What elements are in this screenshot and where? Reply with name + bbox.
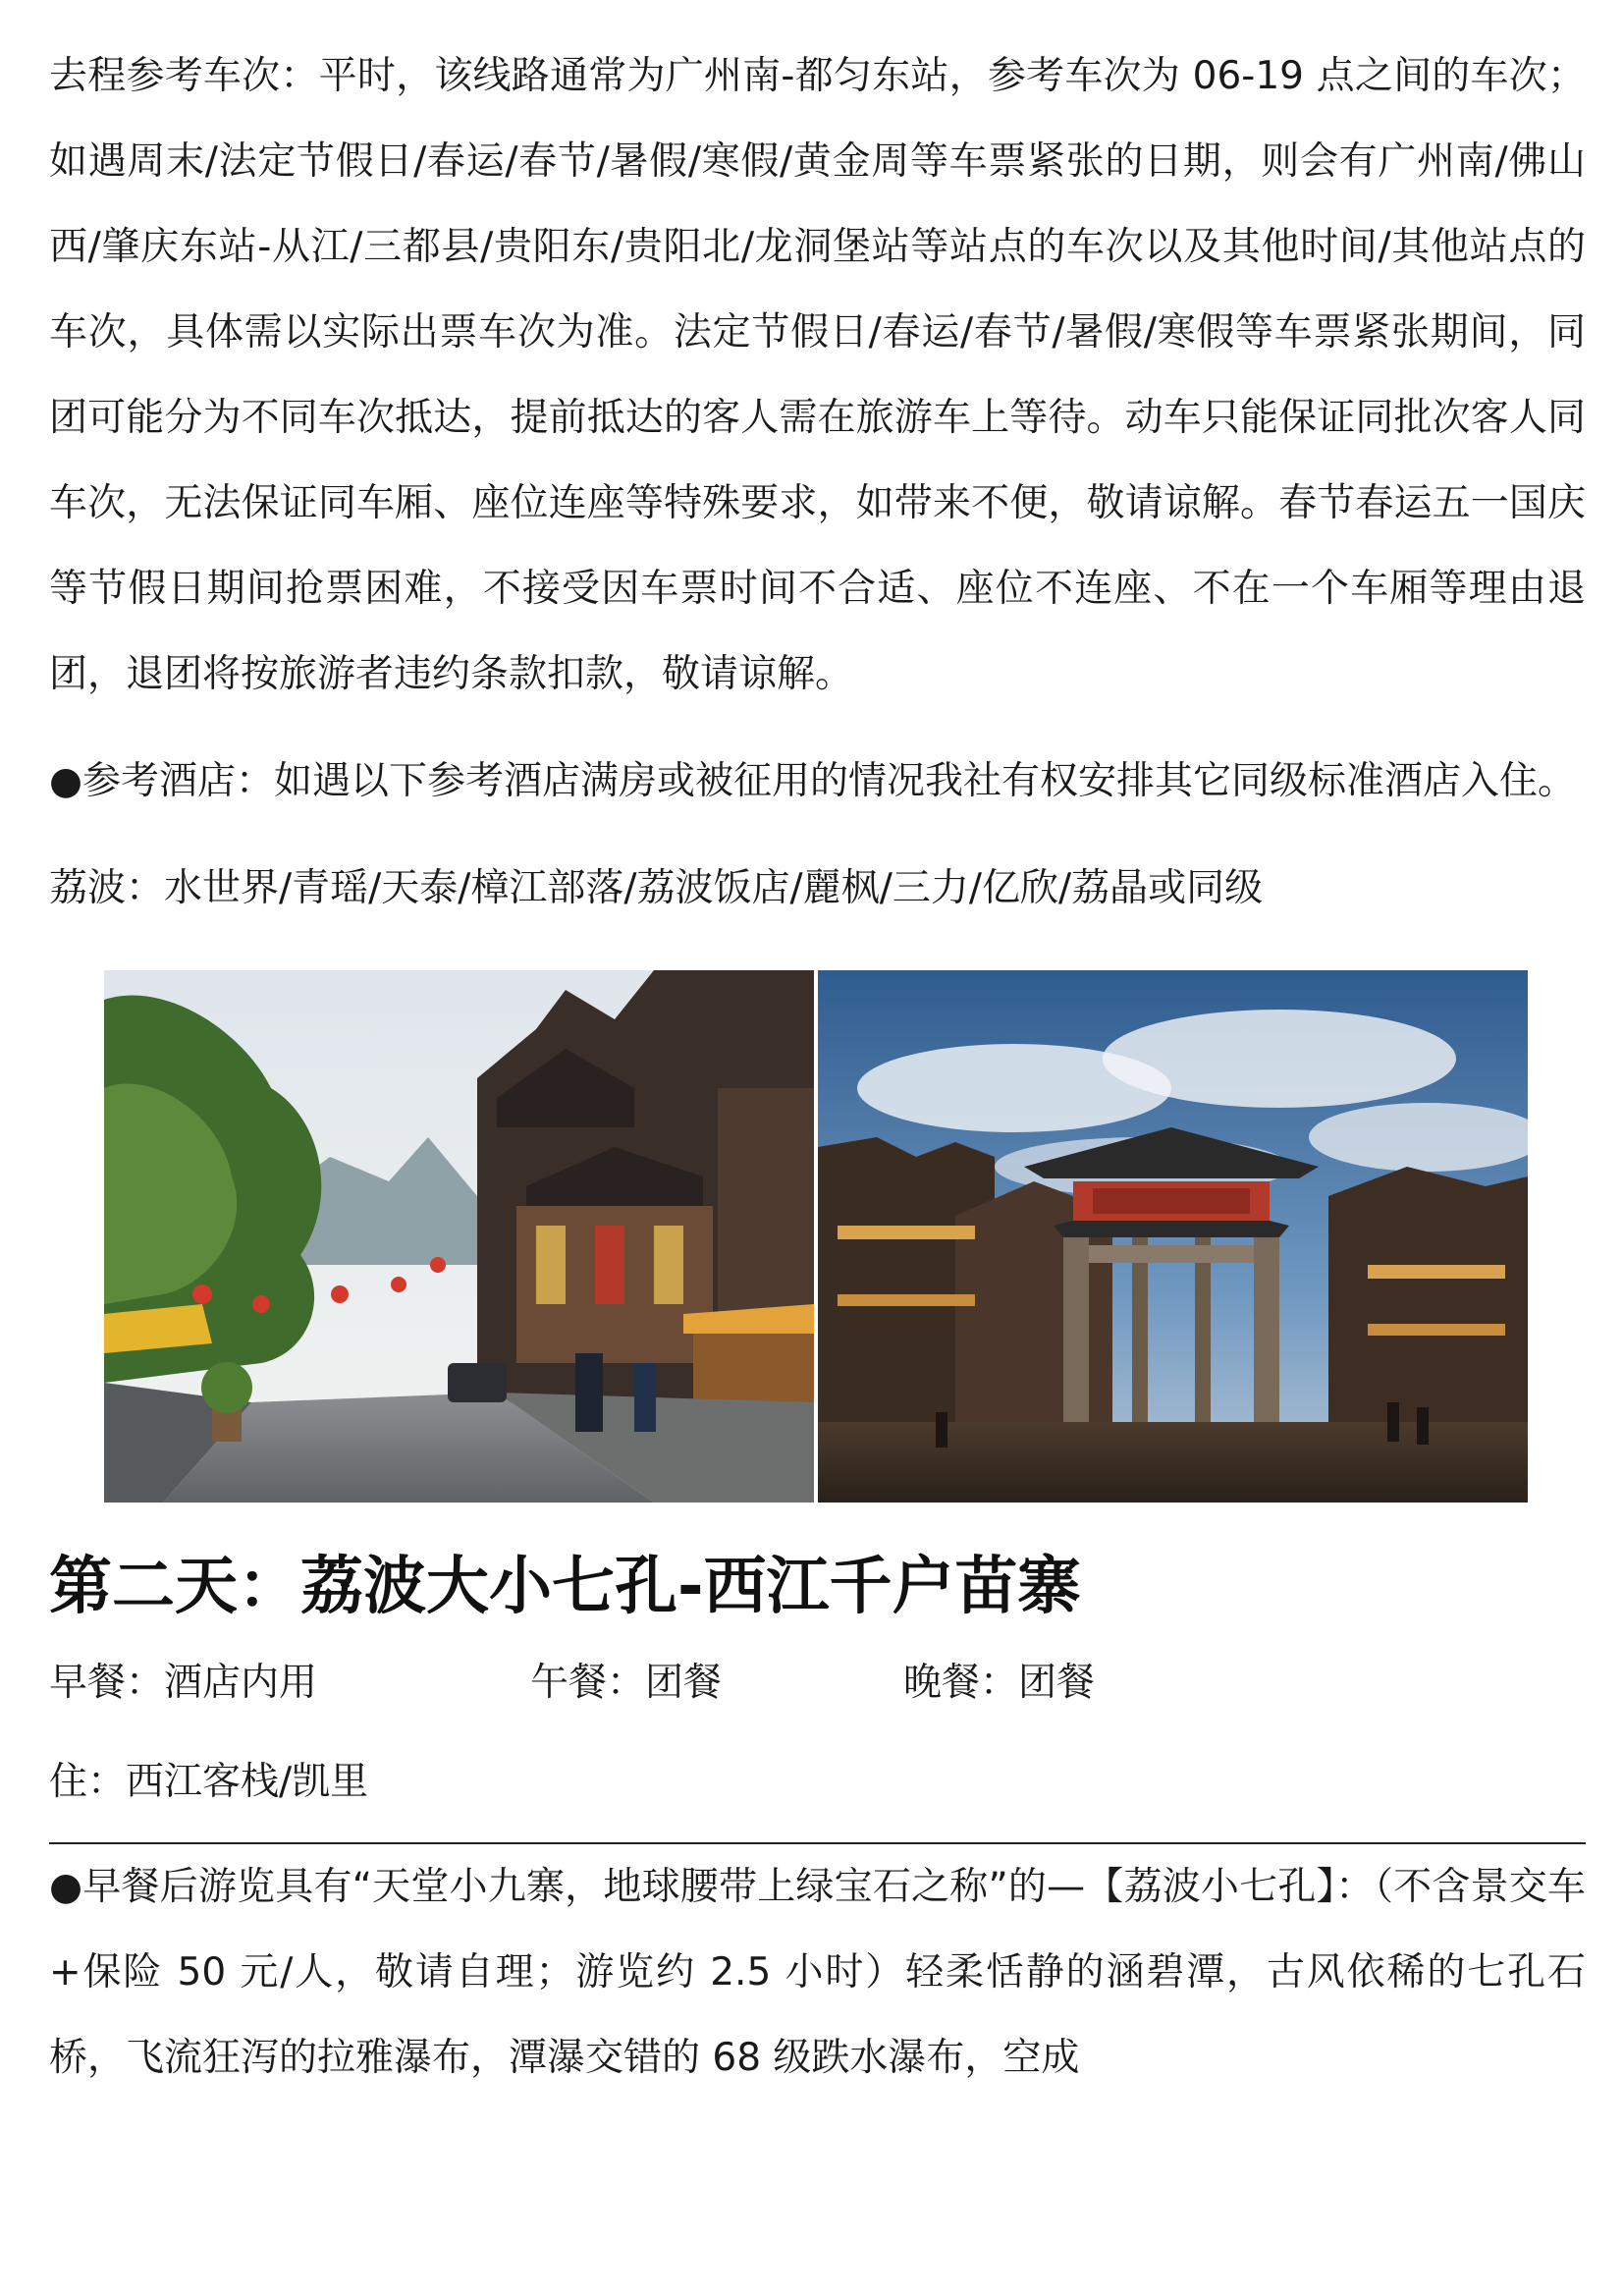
document-page	[49, 0, 1586, 2101]
breakfast-info: 早餐：酒店内用	[49, 1661, 318, 1705]
accommodation-info: 住：西江客栈/凯里	[49, 1760, 369, 1804]
meals-row	[49, 1640, 1586, 1725]
dinner-info: 晚餐：团餐	[903, 1661, 1096, 1705]
train-note-paragraph: 去程参考车次：平时，该线路通常为广州南-都匀东站，参考车次为 06-19 点之间的车次；如遇周末/法定节假日/春运/春节/暑假/寒假/黄金周等车票紧张的日期，则会有广州南/佛山西/肇庆东站-从江/三都县/贵阳东/贵阳北/龙洞堡站等站点的车次以及其他时间/其他站点的车次，具体需以实际出票车次为准。法定节假日/春运/春节/暑假/寒假等车票紧张期间，同团可能分为不同车次抵达，提前抵达的客人需在旅游车上等待。动车只能保证同批次客人同车次，无法保证同车厢、座位连座等特殊要求，如带来不便，敬请谅解。春节春运五一国庆等节假日期间抢票困难，不接受因车票时间不合适、座位不连座、不在一个车厢等理由退团，退团将按旅游者违约条款扣款，敬请谅解。	[49, 54, 1586, 696]
day-two-description: ●早餐后游览具有“天堂小九寨，地球腰带上绿宝石之称”的—【荔波小七孔】：（不含景交车+保险 50 元/人，敬请自理；游览约 2.5 小时）轻柔恬静的涵碧潭，古风依稀的七孔石桥，飞流狂泻的拉雅瀑布，潭瀑交错的 68 级跌水瀑布，空成	[49, 1865, 1586, 2080]
photo-ancient-street	[104, 970, 814, 1503]
photo-memorial-archway	[818, 970, 1528, 1503]
day-two-title: 第二天：荔波大小七孔-西江千户苗寨	[49, 1551, 1081, 1623]
hotel-note-paragraph: ●参考酒店：如遇以下参考酒店满房或被征用的情况我社有权安排其它同级标准酒店入住。	[49, 759, 1577, 803]
lunch-info: 午餐：团餐	[530, 1661, 723, 1705]
hotel-list-paragraph: 荔波：水世界/青瑶/天泰/樟江部落/荔波饭店/麗枫/三力/亿欣/荔晶或同级	[49, 866, 1264, 910]
photo-strip	[104, 970, 1528, 1503]
